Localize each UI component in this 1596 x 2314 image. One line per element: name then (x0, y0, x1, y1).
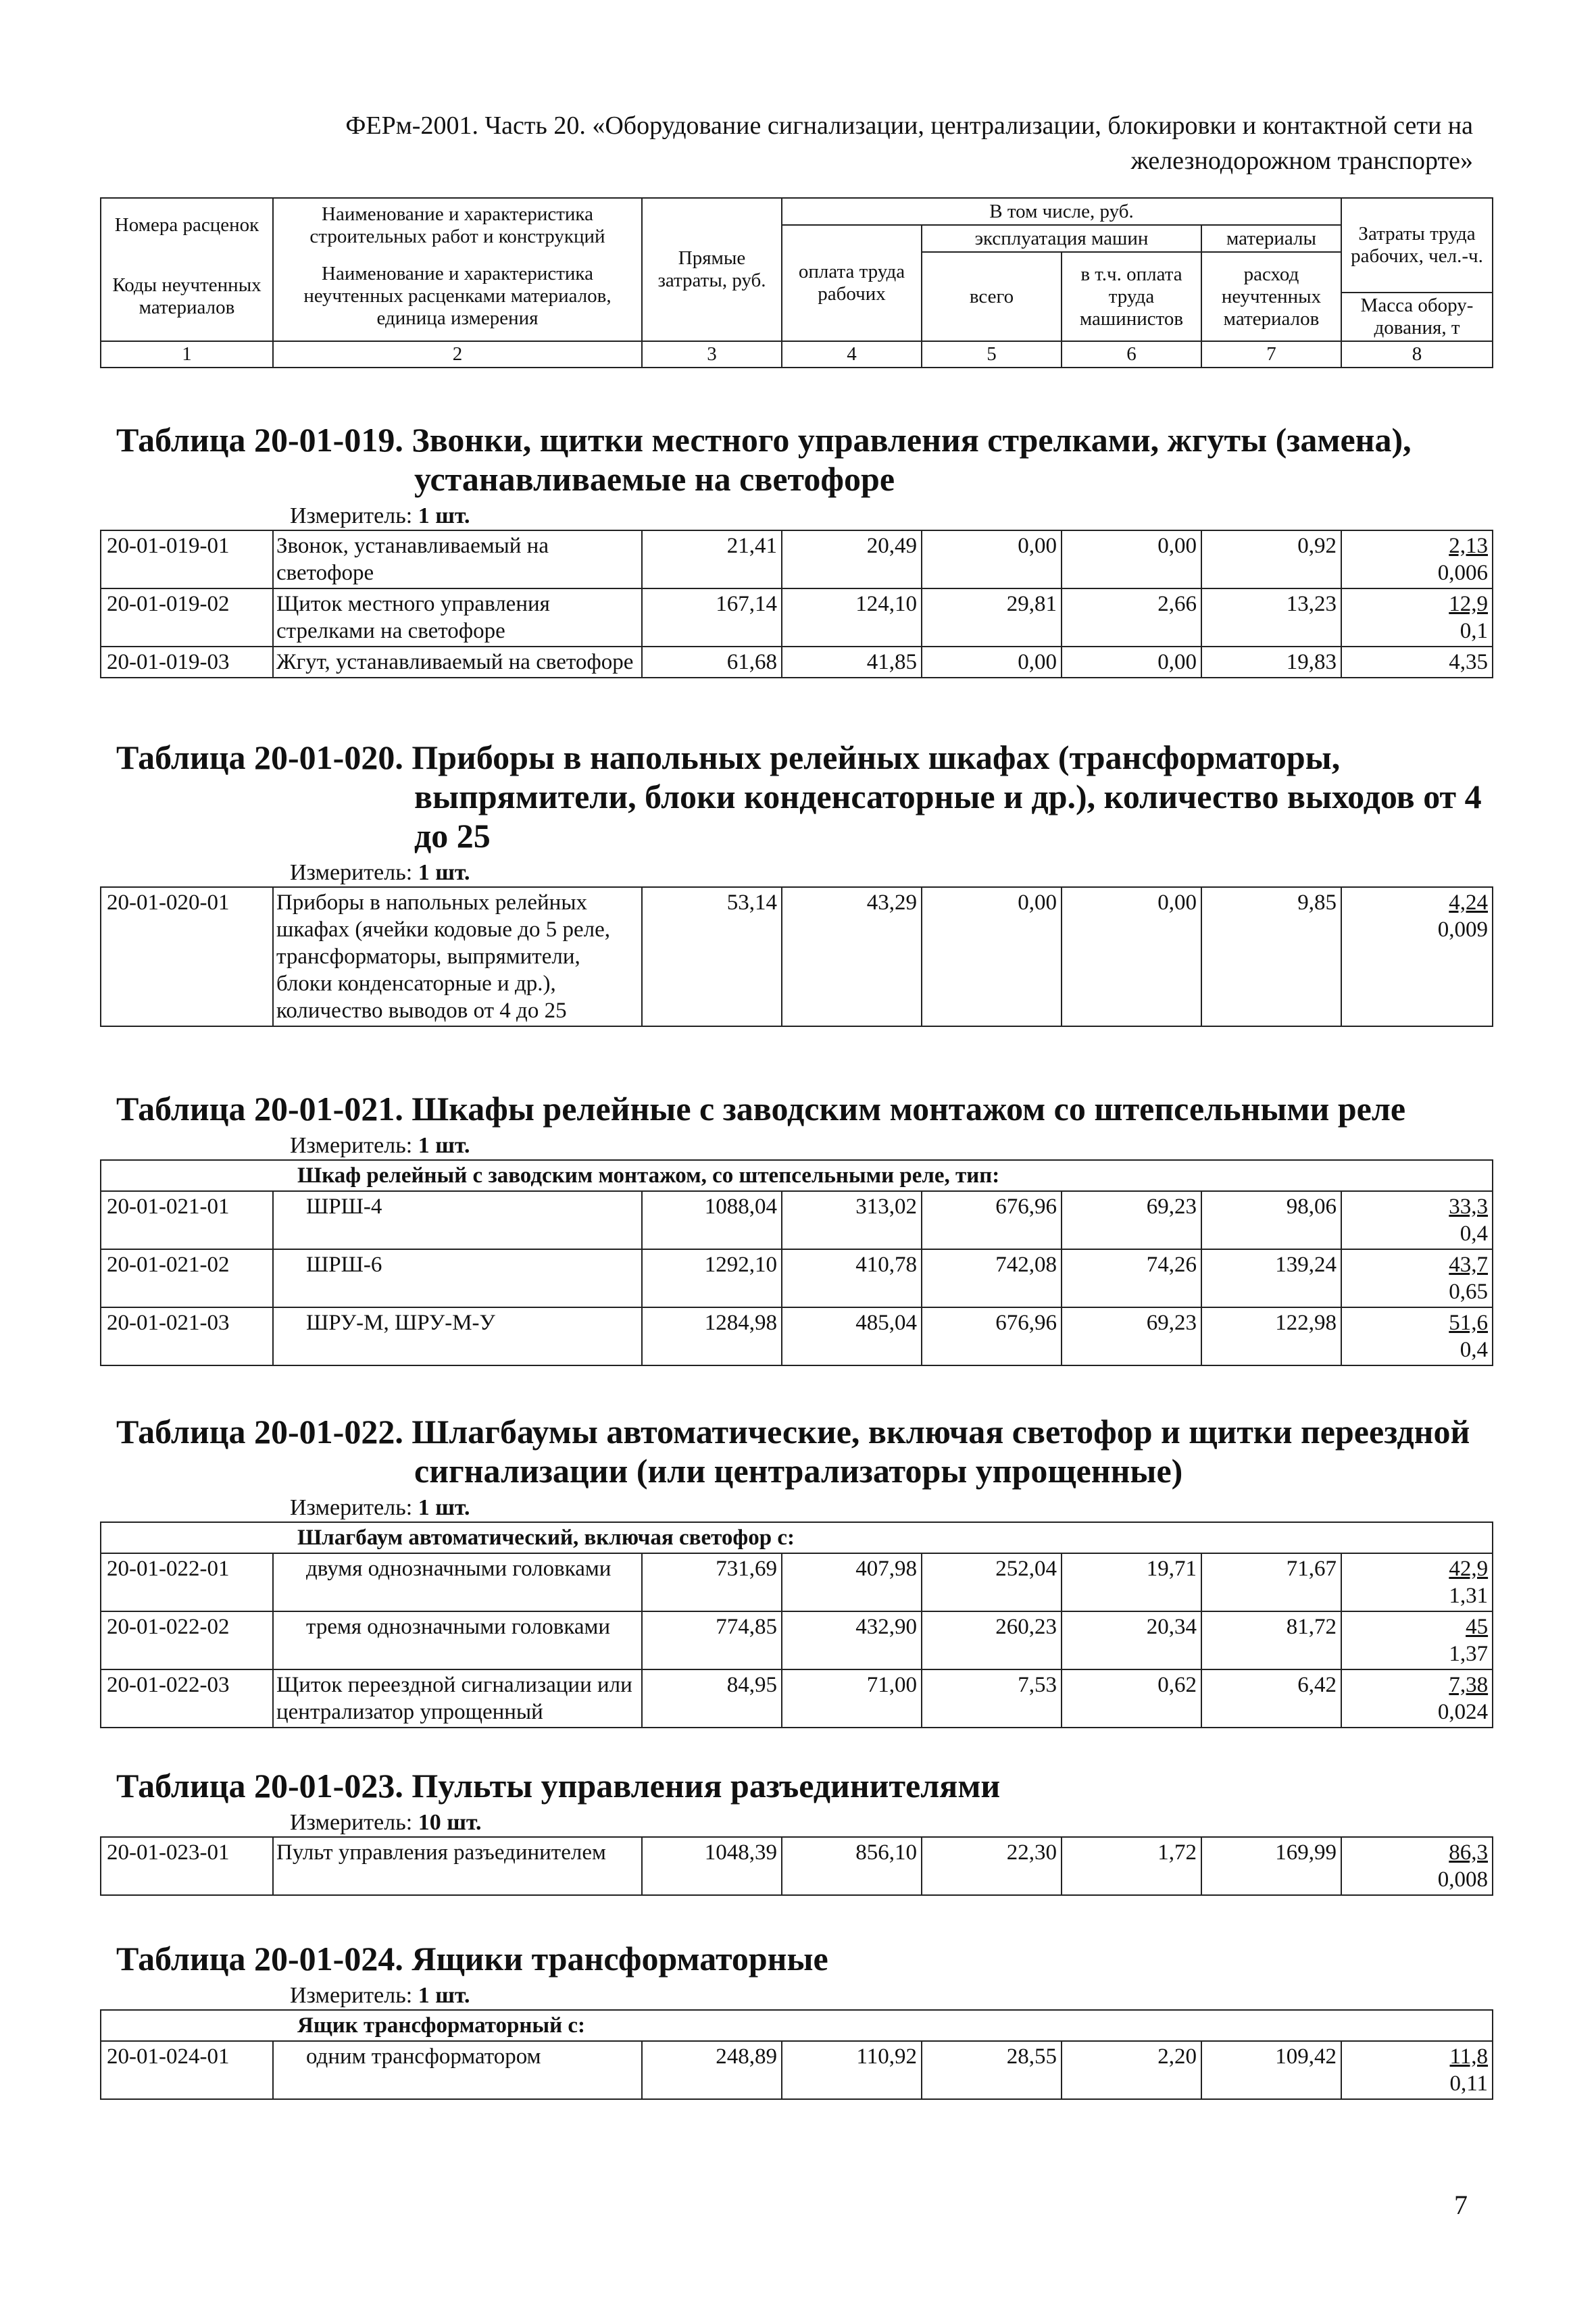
meter: Измеритель: 1 шт. (290, 503, 470, 528)
section-title: Таблица 20-01-022. Шлагбаумы автоматические, включая светофор и щитки переездной сигнализации (или централизаторы упрощенные) (116, 1413, 1470, 1490)
col-num-2: 2 (273, 341, 642, 368)
table-20-01-022 (100, 1412, 1492, 1728)
rates-table (100, 2009, 1493, 2100)
table-row: 20-01-019-03 Жгут, устанавливаемый на светофоре 61,68 41,85 0,00 0,00 19,83 4,35 (101, 647, 1493, 678)
col-direct-costs: Прямые затраты, руб. (642, 198, 782, 341)
column-header-table (100, 197, 1493, 368)
meter: Измеритель: 1 шт. (290, 860, 470, 885)
section-title: Таблица 20-01-020. Приборы в напольных релейных шкафах (трансформаторы, выпрямители, блоки конденсаторные и др.), количество выходов от 4 до 25 (116, 738, 1482, 855)
meter: Измеритель: 1 шт. (290, 1133, 470, 1158)
col-num-3: 3 (642, 341, 782, 368)
col-rate-number: Номера расценок (101, 198, 273, 252)
col-machinist-pay: в т.ч. оплата труда машинистов (1062, 252, 1201, 341)
table-row: 20-01-022-01 двумя однозначными головками 731,69 407,98 252,04 19,71 71,67 42,9 1,31 (101, 1553, 1493, 1611)
rates-table (100, 1521, 1493, 1728)
col-material-consumption: расход неучтенных материалов (1201, 252, 1341, 341)
table-20-01-019 (100, 420, 1492, 678)
table-20-01-021 (100, 1089, 1492, 1366)
rates-table (100, 530, 1493, 678)
col-labor-pay: оплата труда рабочих (782, 225, 922, 341)
meter: Измеритель: 1 шт. (290, 1983, 470, 2008)
table-row: 20-01-021-02 ШРШ-6 1292,10 410,78 742,08 74,26 139,24 43,7 0,65 (101, 1249, 1493, 1307)
col-equipment-mass: Масса обору-дования, т (1341, 293, 1493, 341)
section-title: Таблица 20-01-023. Пульты управления разъединителями (116, 1767, 1001, 1805)
running-header (108, 108, 1473, 178)
col-num-8: 8 (1341, 341, 1493, 368)
meter: Измеритель: 10 шт. (290, 1810, 482, 1835)
table-row: 20-01-020-01 Приборы в напольных релейных шкафах (ячейки кодовые до 5 реле, трансформаторы, выпрямители, блоки конденсаторные и др.), количество выводов от 4 до 25 53,14 43,29 0,00 0,00 9,85 4,24 0,009 (101, 887, 1493, 1026)
group-row: Шкаф релейный с заводским монтажом, со штепсельными реле, тип: (101, 1160, 1493, 1191)
running-header-line1: ФЕРм-2001. Часть 20. «Оборудование сигнализации, централизации, блокировки и контактной сети на (345, 111, 1473, 140)
col-machines-total: всего (922, 252, 1062, 341)
table-20-01-024 (100, 1939, 1492, 2100)
section-title: Таблица 20-01-019. Звонки, щитки местного управления стрелками, жгуты (замена), устанавливаемые на светофоре (116, 421, 1412, 498)
col-num-5: 5 (922, 341, 1062, 368)
col-num-4: 4 (782, 341, 922, 368)
col-material-name: Наименование и характеристика неучтенных расценками материалов, единица измерения (273, 252, 642, 341)
table-20-01-020 (100, 738, 1492, 1027)
col-in-total: В том числе, руб. (782, 198, 1341, 225)
col-num-6: 6 (1062, 341, 1201, 368)
rates-table (100, 1159, 1493, 1366)
group-row: Шлагбаум автоматический, включая светофор с: (101, 1522, 1493, 1553)
col-num-1: 1 (101, 341, 273, 368)
col-work-name: Наименование и характеристика строительных работ и конструкций (273, 198, 642, 252)
running-header-line2: железнодорожном транспорте» (1130, 147, 1473, 175)
table-row: 20-01-022-02 тремя однозначными головками 774,85 432,90 260,23 20,34 81,72 45 1,37 (101, 1611, 1493, 1669)
meter: Измеритель: 1 шт. (290, 1495, 470, 1520)
table-row: 20-01-022-03 Щиток переездной сигнализации или централизатор упрощенный 84,95 71,00 7,53 0,62 6,42 7,38 0,024 (101, 1669, 1493, 1728)
rates-table (100, 886, 1493, 1027)
section-title: Таблица 20-01-024. Ящики трансформаторные (116, 1940, 828, 1978)
section-title: Таблица 20-01-021. Шкафы релейные с заводским монтажом со штепсельными реле (116, 1090, 1406, 1128)
col-materials: материалы (1201, 225, 1341, 252)
table-row: 20-01-021-01 ШРШ-4 1088,04 313,02 676,96 69,23 98,06 33,3 0,4 (101, 1191, 1493, 1249)
table-row: 20-01-019-01 Звонок, устанавливаемый на светофоре 21,41 20,49 0,00 0,00 0,92 2,13 0,006 (101, 530, 1493, 588)
rates-table (100, 1836, 1493, 1896)
table-20-01-023 (100, 1766, 1492, 1896)
table-row: 20-01-023-01 Пульт управления разъединителем 1048,39 856,10 22,30 1,72 169,99 86,3 0,008 (101, 1837, 1493, 1895)
table-row: 20-01-024-01 одним трансформатором 248,89 110,92 28,55 2,20 109,42 11,8 0,11 (101, 2041, 1493, 2099)
col-machines: эксплуатация машин (922, 225, 1201, 252)
page-number: 7 (1454, 2190, 1468, 2220)
group-row: Ящик трансформаторный с: (101, 2010, 1493, 2041)
col-labor-hours: Затраты труда рабочих, чел.-ч. (1341, 198, 1493, 293)
col-material-codes: Коды неучтенных материалов (101, 252, 273, 341)
table-row: 20-01-019-02 Щиток местного управления стрелками на светофоре 167,14 124,10 29,81 2,66 13,23 12,9 0,1 (101, 588, 1493, 647)
table-row: 20-01-021-03 ШРУ-М, ШРУ-М-У 1284,98 485,04 676,96 69,23 122,98 51,6 0,4 (101, 1307, 1493, 1365)
col-num-7: 7 (1201, 341, 1341, 368)
